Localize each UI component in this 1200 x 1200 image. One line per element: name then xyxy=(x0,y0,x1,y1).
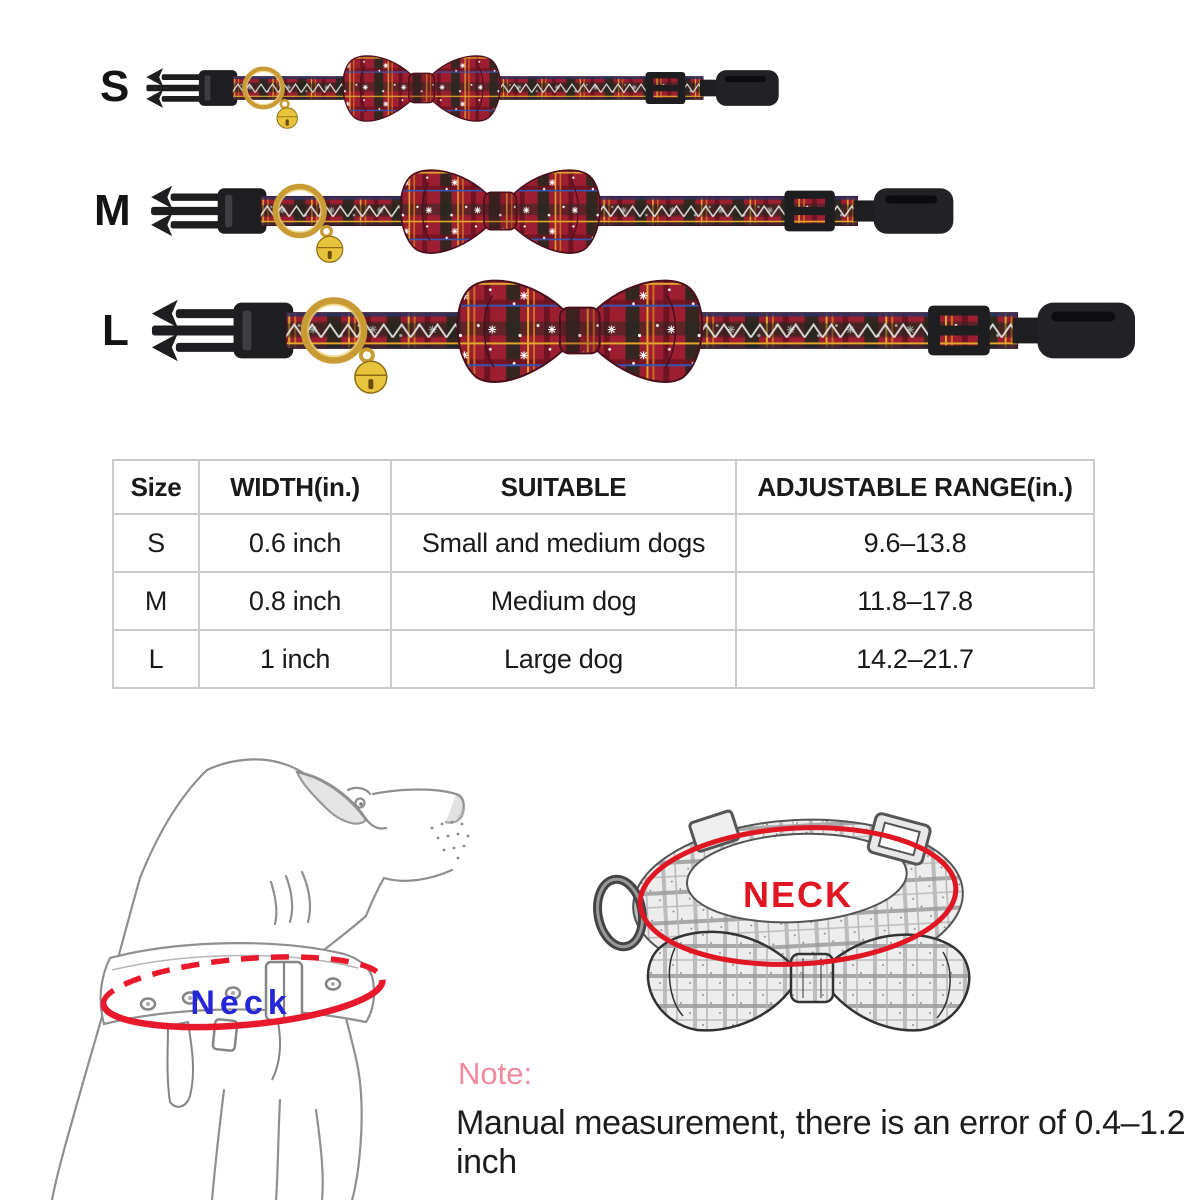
cell-width-s: 0.6 inch xyxy=(199,514,391,572)
size-table-header-size: Size xyxy=(113,460,199,514)
dog-neck-measurement-sketch xyxy=(28,758,483,1200)
collar-photo-medium xyxy=(143,150,955,272)
collar-neck-label: NECK xyxy=(742,874,854,915)
collar-neck-sketch xyxy=(565,788,985,1073)
cell-size-s: S xyxy=(113,514,199,572)
muzzle-dots xyxy=(431,821,470,860)
cell-range-m: 11.8–17.8 xyxy=(736,572,1094,630)
size-table-header-width: WIDTH(in.) xyxy=(199,460,391,514)
cell-size-l: L xyxy=(113,630,199,688)
cell-suitable-l: Large dog xyxy=(391,630,736,688)
size-table-header-row xyxy=(113,460,1094,514)
size-table-row-s xyxy=(113,514,1094,572)
note-body: Manual measurement, there is an error of 0.4–1.2 inch xyxy=(456,1104,1186,1181)
size-table-header-range: ADJUSTABLE RANGE(in.) xyxy=(736,460,1094,514)
cell-width-m: 0.8 inch xyxy=(199,572,391,630)
size-table-row-m xyxy=(113,572,1094,630)
collar-size-label-s: S xyxy=(100,62,129,111)
cell-range-l: 14.2–21.7 xyxy=(736,630,1094,688)
cell-suitable-s: Small and medium dogs xyxy=(391,514,736,572)
size-table xyxy=(112,459,1095,689)
size-table-header-suitable: SUITABLE xyxy=(391,460,736,514)
size-table-row-l xyxy=(113,630,1094,688)
dog-neck-label: Neck xyxy=(190,984,292,1022)
cell-width-l: 1 inch xyxy=(199,630,391,688)
collar-size-label-l: L xyxy=(102,306,128,355)
collar-photo-large xyxy=(142,256,1137,405)
cell-range-s: 9.6–13.8 xyxy=(736,514,1094,572)
cell-suitable-m: Medium dog xyxy=(391,572,736,630)
collar-size-label-m: M xyxy=(94,186,130,235)
collar-photo-small xyxy=(140,40,780,136)
cell-size-m: M xyxy=(113,572,199,630)
note-title: Note: xyxy=(458,1056,533,1091)
